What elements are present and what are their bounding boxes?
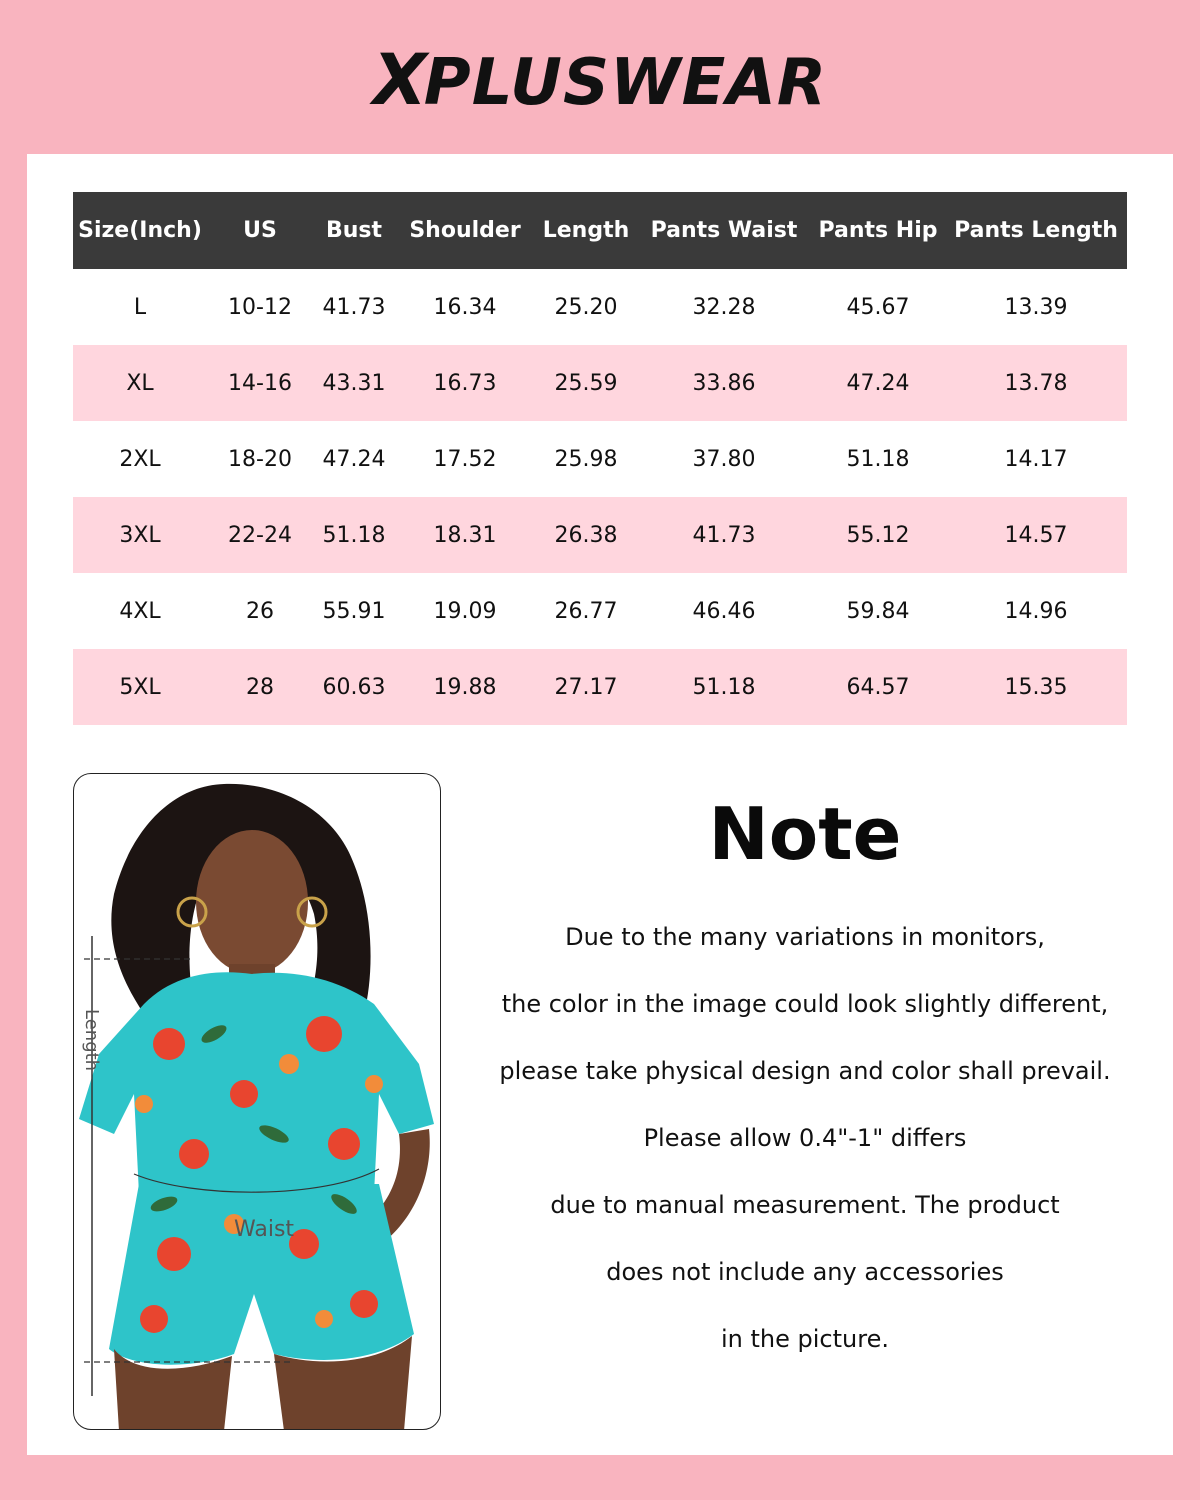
table-cell: 26 [246, 598, 274, 624]
table-cell: 59.84 [846, 598, 910, 624]
table-cell: 14.17 [1004, 446, 1068, 472]
table-cell: 16.73 [395, 345, 535, 421]
note-text [477, 914, 1133, 1383]
header-shoulder: Shoulder [395, 192, 535, 269]
table-cell: 28 [207, 649, 313, 725]
header-bust: Bust [313, 192, 395, 269]
table-cell: 19.09 [433, 598, 497, 624]
table-cell: 5XL [73, 649, 207, 725]
table-cell: 55.91 [322, 598, 386, 624]
note-line: does not include any accessories [606, 1258, 1004, 1286]
note-line: Due to the many variations in monitors, [565, 923, 1045, 951]
table-cell: 33.86 [637, 345, 811, 421]
table-row [73, 573, 1127, 649]
table-cell: 15.35 [945, 649, 1127, 725]
length-label: Length [81, 1009, 102, 1072]
table-header-row [73, 192, 1127, 269]
table-cell: 46.46 [692, 598, 756, 624]
table-cell: 51.18 [313, 497, 395, 573]
size-chart-card [27, 154, 1173, 1455]
table-cell: 26.38 [535, 497, 637, 573]
table-cell: 43.31 [313, 345, 395, 421]
table-cell: L [133, 294, 147, 320]
table-cell: 14.96 [1004, 598, 1068, 624]
note-line: due to manual measurement. The product [550, 1191, 1060, 1219]
table-cell: 18.31 [395, 497, 535, 573]
table-cell: 14-16 [207, 345, 313, 421]
model-illustration [74, 774, 441, 1430]
note-line: please take physical design and color shall prevail. [499, 1057, 1111, 1085]
logo-mark: X [372, 39, 428, 121]
table-cell: 51.18 [637, 649, 811, 725]
table-cell: 55.12 [811, 497, 945, 573]
brand-logo [0, 39, 1200, 121]
note-line: Please allow 0.4"-1" differs [643, 1124, 967, 1152]
table-cell: 13.78 [945, 345, 1127, 421]
table-cell: 32.28 [692, 294, 756, 320]
table-cell: 25.20 [554, 294, 618, 320]
table-cell: 13.39 [1004, 294, 1068, 320]
table-cell: 25.59 [535, 345, 637, 421]
logo-text: PLUSWEAR [423, 46, 828, 120]
table-cell: 26.77 [554, 598, 618, 624]
table-row [73, 345, 1127, 421]
header-size: Size(Inch) [73, 192, 207, 269]
table-cell: 60.63 [313, 649, 395, 725]
table-cell: 37.80 [692, 446, 756, 472]
header-pants-length: Pants Length [945, 192, 1127, 269]
table-cell: 18-20 [228, 446, 292, 472]
table-cell: XL [73, 345, 207, 421]
size-table [73, 192, 1127, 725]
table-row [73, 497, 1127, 573]
table-cell: 22-24 [207, 497, 313, 573]
header-pants-waist: Pants Waist [637, 192, 811, 269]
note-line: the color in the image could look slightly different, [501, 990, 1109, 1018]
table-row [73, 649, 1127, 725]
table-row [73, 421, 1127, 497]
table-cell: 17.52 [433, 446, 497, 472]
table-cell: 45.67 [846, 294, 910, 320]
face-shape [196, 830, 308, 974]
table-cell: 3XL [73, 497, 207, 573]
table-cell: 47.24 [322, 446, 386, 472]
table-cell: 10-12 [228, 294, 292, 320]
table-cell: 2XL [119, 446, 161, 472]
table-row [73, 269, 1127, 345]
table-cell: 27.17 [535, 649, 637, 725]
table-cell: 16.34 [433, 294, 497, 320]
table-cell: 25.98 [554, 446, 618, 472]
note-title: Note [708, 792, 902, 876]
table-cell: 47.24 [811, 345, 945, 421]
header-length: Length [535, 192, 637, 269]
table-cell: 4XL [119, 598, 161, 624]
table-cell: 19.88 [395, 649, 535, 725]
table-cell: 51.18 [846, 446, 910, 472]
note-line: in the picture. [721, 1325, 889, 1353]
model-photo [73, 773, 441, 1430]
waist-label: Waist [234, 1217, 295, 1242]
table-cell: 41.73 [322, 294, 386, 320]
table-cell: 14.57 [945, 497, 1127, 573]
header-us: US [207, 192, 313, 269]
header-pants-hip: Pants Hip [811, 192, 945, 269]
table-cell: 41.73 [637, 497, 811, 573]
table-cell: 64.57 [811, 649, 945, 725]
